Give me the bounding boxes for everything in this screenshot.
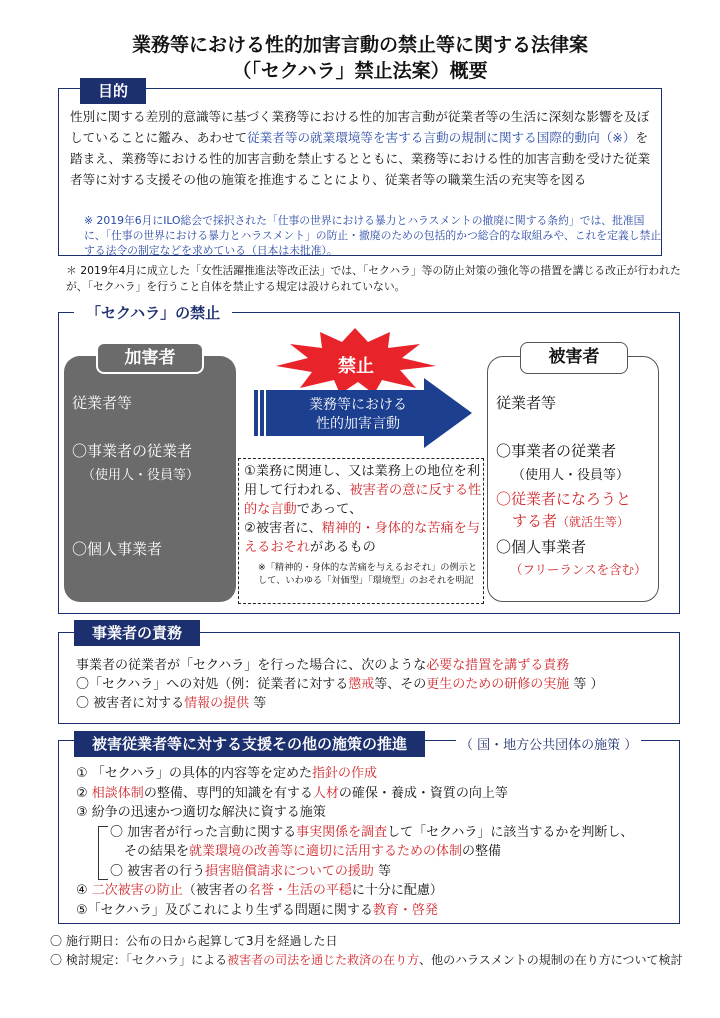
support-item-3-sub-1 <box>76 823 676 843</box>
supp-3s2a: その結果を <box>124 844 190 859</box>
victim-line-6: （フリーランスを含む） <box>510 562 647 577</box>
supp-3s3b: 損害賠償請求についての援助 <box>205 863 374 879</box>
responsibility-line-2 <box>76 675 676 694</box>
title-line-1: 業務等における性的加害言動の禁止等に関する法律案 <box>131 34 588 56</box>
arrow-text <box>268 396 448 434</box>
resp-1a: 事業者の従業者が「セクハラ」を行った場合に、次のような <box>76 658 427 673</box>
victim-line-3: （使用人・役員等） <box>512 468 630 483</box>
condition-1-a: ①業務に関連し、又は業務上の地位を利用して行われる、 <box>244 464 481 498</box>
supp-2b: 相談体制 <box>91 785 144 801</box>
purpose-text-b: を踏まえ、業務等における性的加害言動を禁止するとともに、業務等における性的加害言動を受けた従業者等に対する支援その他の施策を推進することにより、従業者等の職業生活の充実等を図る <box>70 130 651 187</box>
footer-line-2 <box>50 951 710 970</box>
supp-1b: 指針の作成 <box>312 766 378 781</box>
perpetrator-line-4: 〇個人事業者 <box>72 540 163 558</box>
responsibility-label: 事業者の責務 <box>74 620 200 646</box>
supp-4c: （被害者の <box>182 883 248 898</box>
supp-2d: 人材 <box>312 785 339 801</box>
purpose-text-a: 性別に関する差別的意識等に基づく業務等における性的加害言動が従業者等の生活に深刻な影響を及ぼしていることに鑑み、あわせて <box>70 109 650 145</box>
perpetrator-line-1: 従業者等 <box>72 394 133 412</box>
supp-5b: 教育・啓発 <box>372 902 438 918</box>
responsibility-line-1 <box>76 656 676 675</box>
supp-2e: の確保・養成・資質の向上等 <box>338 785 508 801</box>
star-note: ＊ 2019年4月に成立した「女性活躍推進法等改正法」では、「セクハラ」等の防止対策の強化等の措置を講じる改正が行われたが、「セクハラ」を行うこと自体を禁止する規定は設けられていない。 <box>66 264 681 293</box>
resp-1b: 必要な措置を講ずる責務 <box>426 658 570 673</box>
purpose-label: 目的 <box>80 78 146 104</box>
support-text <box>76 764 676 920</box>
supp-4e: に十分に配慮） <box>351 883 443 898</box>
condition-1 <box>244 462 484 519</box>
supp-5a: ⑤「セクハラ」及びこれにより生ずる問題に関する <box>76 902 373 918</box>
supp-3s3a: 〇 被害者の行う <box>110 863 206 879</box>
perpetrator-line-2: 〇事業者の従業者 <box>72 442 193 460</box>
resp-2a: 〇「セクハラ」への対処（例：従業者に対する <box>76 677 349 692</box>
purpose-text-highlight: 従業者等の就業環境等を害する言動の規制に関する国際的動向（※） <box>247 130 636 145</box>
resp-2b: 懲戒 <box>348 677 375 692</box>
condition-2 <box>244 519 484 557</box>
supp-4b: 二次被害の防止 <box>91 883 183 898</box>
ban-label: 「セクハラ」の禁止 <box>74 300 232 326</box>
support-label: 被害従業者等に対する支援その他の施策の推進 <box>74 731 425 757</box>
purpose-note: ※ 2019年6月にILO総会で採択された「仕事の世界における暴力とハラスメントの撤廃に関する条約」では、批准国に、「仕事の世界における暴力とハラスメント」の防止・撤廃のための包括的かつ総合的な取組みや、これを定義し禁止する法令の制定などを求めている（日本は未批准）。 <box>84 214 662 257</box>
perpetrator-title: 加害者 <box>96 342 204 374</box>
conditions-text <box>244 462 484 557</box>
supp-3s1b: 事実関係を調査 <box>296 824 388 840</box>
perpetrator-line-3: （使用人・役員等） <box>82 468 200 483</box>
responsibility-line-3 <box>76 694 676 713</box>
supp-3s2b: 就業環境の改善等に適切に活用するための体制 <box>189 844 463 859</box>
victim-line-2: 〇事業者の従業者 <box>496 442 617 460</box>
resp-2d: 更生のための研修の実施 <box>426 677 570 692</box>
victim-line-4a: 〇従業者になろうと <box>496 490 632 508</box>
page-title <box>0 32 720 84</box>
arrow-line-1: 業務等における <box>309 397 407 413</box>
supp-3s1a: 〇 加害者が行った言動に関する <box>110 824 297 840</box>
condition-2-b: 精神的・身体的な苦痛を与えるおそれ <box>244 521 481 555</box>
victim-title: 被害者 <box>520 342 628 374</box>
support-item-4 <box>76 881 676 901</box>
victim-line-4 <box>512 510 629 531</box>
support-item-5 <box>76 901 676 921</box>
supp-1a: ① 「セクハラ」の具体的内容等を定めた <box>76 766 313 781</box>
footer-2c: 、他のハラスメントの規制の在り方について検討 <box>419 953 683 967</box>
condition-2-a: ②被害者に、 <box>244 521 322 536</box>
title-line-2: （「セクハラ」禁止法案）概要 <box>232 60 488 82</box>
supp-2c: の整備、専門的知識を有する <box>143 785 313 801</box>
responsibility-text <box>76 656 676 713</box>
condition-2-c: があるもの <box>309 540 376 555</box>
conditions-note: ※「精神的・身体的な苦痛を与えるおそれ」の例示として、いわゆる「対価型」「環境型」のおそれを明記 <box>258 562 478 586</box>
footer-line-1: 〇 施行期日：公布の日から起算して3月を経過した日 <box>50 934 338 948</box>
supp-3s1c: して「セクハラ」に該当するかを判断し、 <box>387 824 634 840</box>
support-subtitle: （ 国・地方公共団体の施策 ） <box>456 736 641 756</box>
supp-2a: ② <box>76 785 92 801</box>
ban-burst-label: 禁止 <box>338 356 374 377</box>
supp-3s3c: 等 <box>373 863 392 879</box>
resp-3b: 情報の提供 <box>184 696 250 711</box>
resp-3c: 等 <box>249 696 267 711</box>
resp-3a: 〇 被害者に対する <box>76 696 185 711</box>
condition-1-b: 被害者の意に反する性的な言動 <box>244 483 482 517</box>
footer <box>50 932 710 970</box>
supp-3s2c: の整備 <box>462 844 502 859</box>
support-item-3-sub-2 <box>76 842 676 862</box>
footer-2b: 被害者の司法を通じた救済の在り方 <box>227 953 420 967</box>
resp-2e: 等 ） <box>569 677 604 692</box>
support-item-1 <box>76 764 676 784</box>
purpose-text <box>70 106 658 190</box>
footer-2a: 〇 検討規定：「セクハラ」による <box>50 953 228 967</box>
victim-line-1: 従業者等 <box>496 394 557 412</box>
victim-line-4c: （就活生等） <box>557 515 630 529</box>
support-item-2 <box>76 784 676 804</box>
supp-4a: ④ <box>76 883 92 898</box>
support-item-3-sub-3 <box>76 862 676 882</box>
arrow-line-2: 性的加害言動 <box>316 416 400 432</box>
supp-4d: 名誉・生活の平穏 <box>247 883 352 898</box>
victim-line-5: 〇個人事業者 <box>496 538 587 556</box>
resp-2c: 等、その <box>374 677 427 692</box>
condition-1-c: であって、 <box>296 502 363 517</box>
support-item-3: ③ 紛争の迅速かつ適切な解決に資する施策 <box>76 805 326 820</box>
victim-line-4b: する者 <box>512 512 558 530</box>
